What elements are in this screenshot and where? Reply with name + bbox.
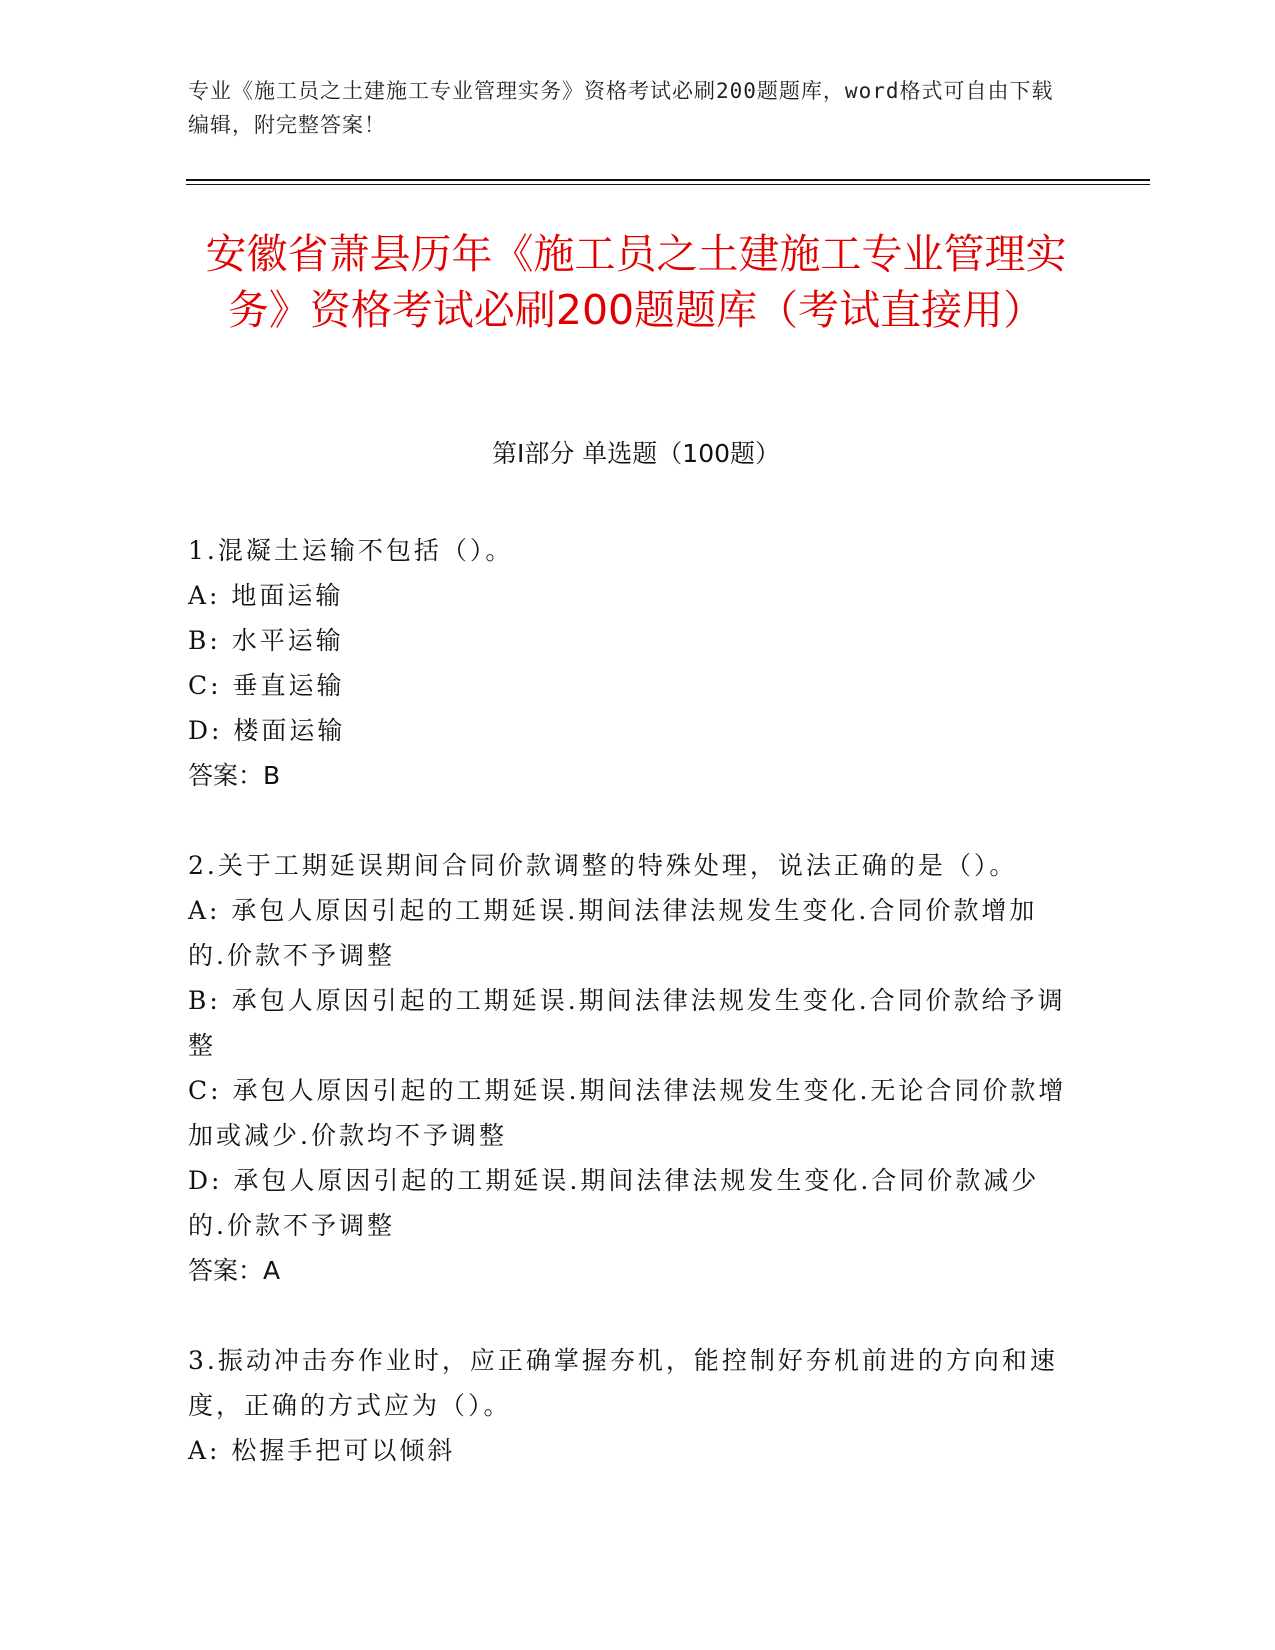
document-title: 安徽省萧县历年《施工员之土建施工专业管理实务》资格考试必刷200题题库（考试直接用） <box>205 230 1067 334</box>
question-stem: 2.关于工期延误期间合同价款调整的特殊处理，说法正确的是（）。 <box>188 851 1018 880</box>
option-b: B: 水平运输 <box>188 626 344 655</box>
option-a: A: 松握手把可以倾斜 <box>188 1436 456 1465</box>
question-stem: 3.振动冲击夯作业时，应正确掌握夯机，能控制好夯机前进的方向和速度，正确的方式应为（）。 <box>188 1346 1058 1420</box>
question-1 <box>188 528 1068 798</box>
option-d: D: 楼面运输 <box>188 716 346 745</box>
option-d: D: 承包人原因引起的工期延误.期间法律法规发生变化.合同价款减少的.价款不予调整 <box>188 1166 1040 1240</box>
header-note: 专业《施工员之土建施工专业管理实务》资格考试必刷200题题库，word格式可自由下载编辑，附完整答案！ <box>188 79 1054 137</box>
header-rule-thin <box>186 184 1150 185</box>
option-a: A: 承包人原因引起的工期延误.期间法律法规发生变化.合同价款增加的.价款不予调整 <box>188 896 1038 970</box>
section-title: 第I部分 单选题（100题） <box>491 439 781 468</box>
option-b: B: 承包人原因引起的工期延误.期间法律法规发生变化.合同价款给予调整 <box>188 986 1066 1060</box>
question-stem: 1.混凝土运输不包括（）。 <box>188 536 514 565</box>
option-a: A: 地面运输 <box>188 581 344 610</box>
answer: 答案：B <box>188 761 281 790</box>
header-rule-thick <box>186 179 1150 181</box>
answer: 答案：A <box>188 1256 281 1285</box>
question-2 <box>188 843 1068 1293</box>
option-c: C: 承包人原因引起的工期延误.期间法律法规发生变化.无论合同价款增加或减少.价款均不予调整 <box>188 1076 1067 1150</box>
question-3 <box>188 1338 1068 1473</box>
option-c: C: 垂直运输 <box>188 671 345 700</box>
question-list <box>188 528 1068 1518</box>
